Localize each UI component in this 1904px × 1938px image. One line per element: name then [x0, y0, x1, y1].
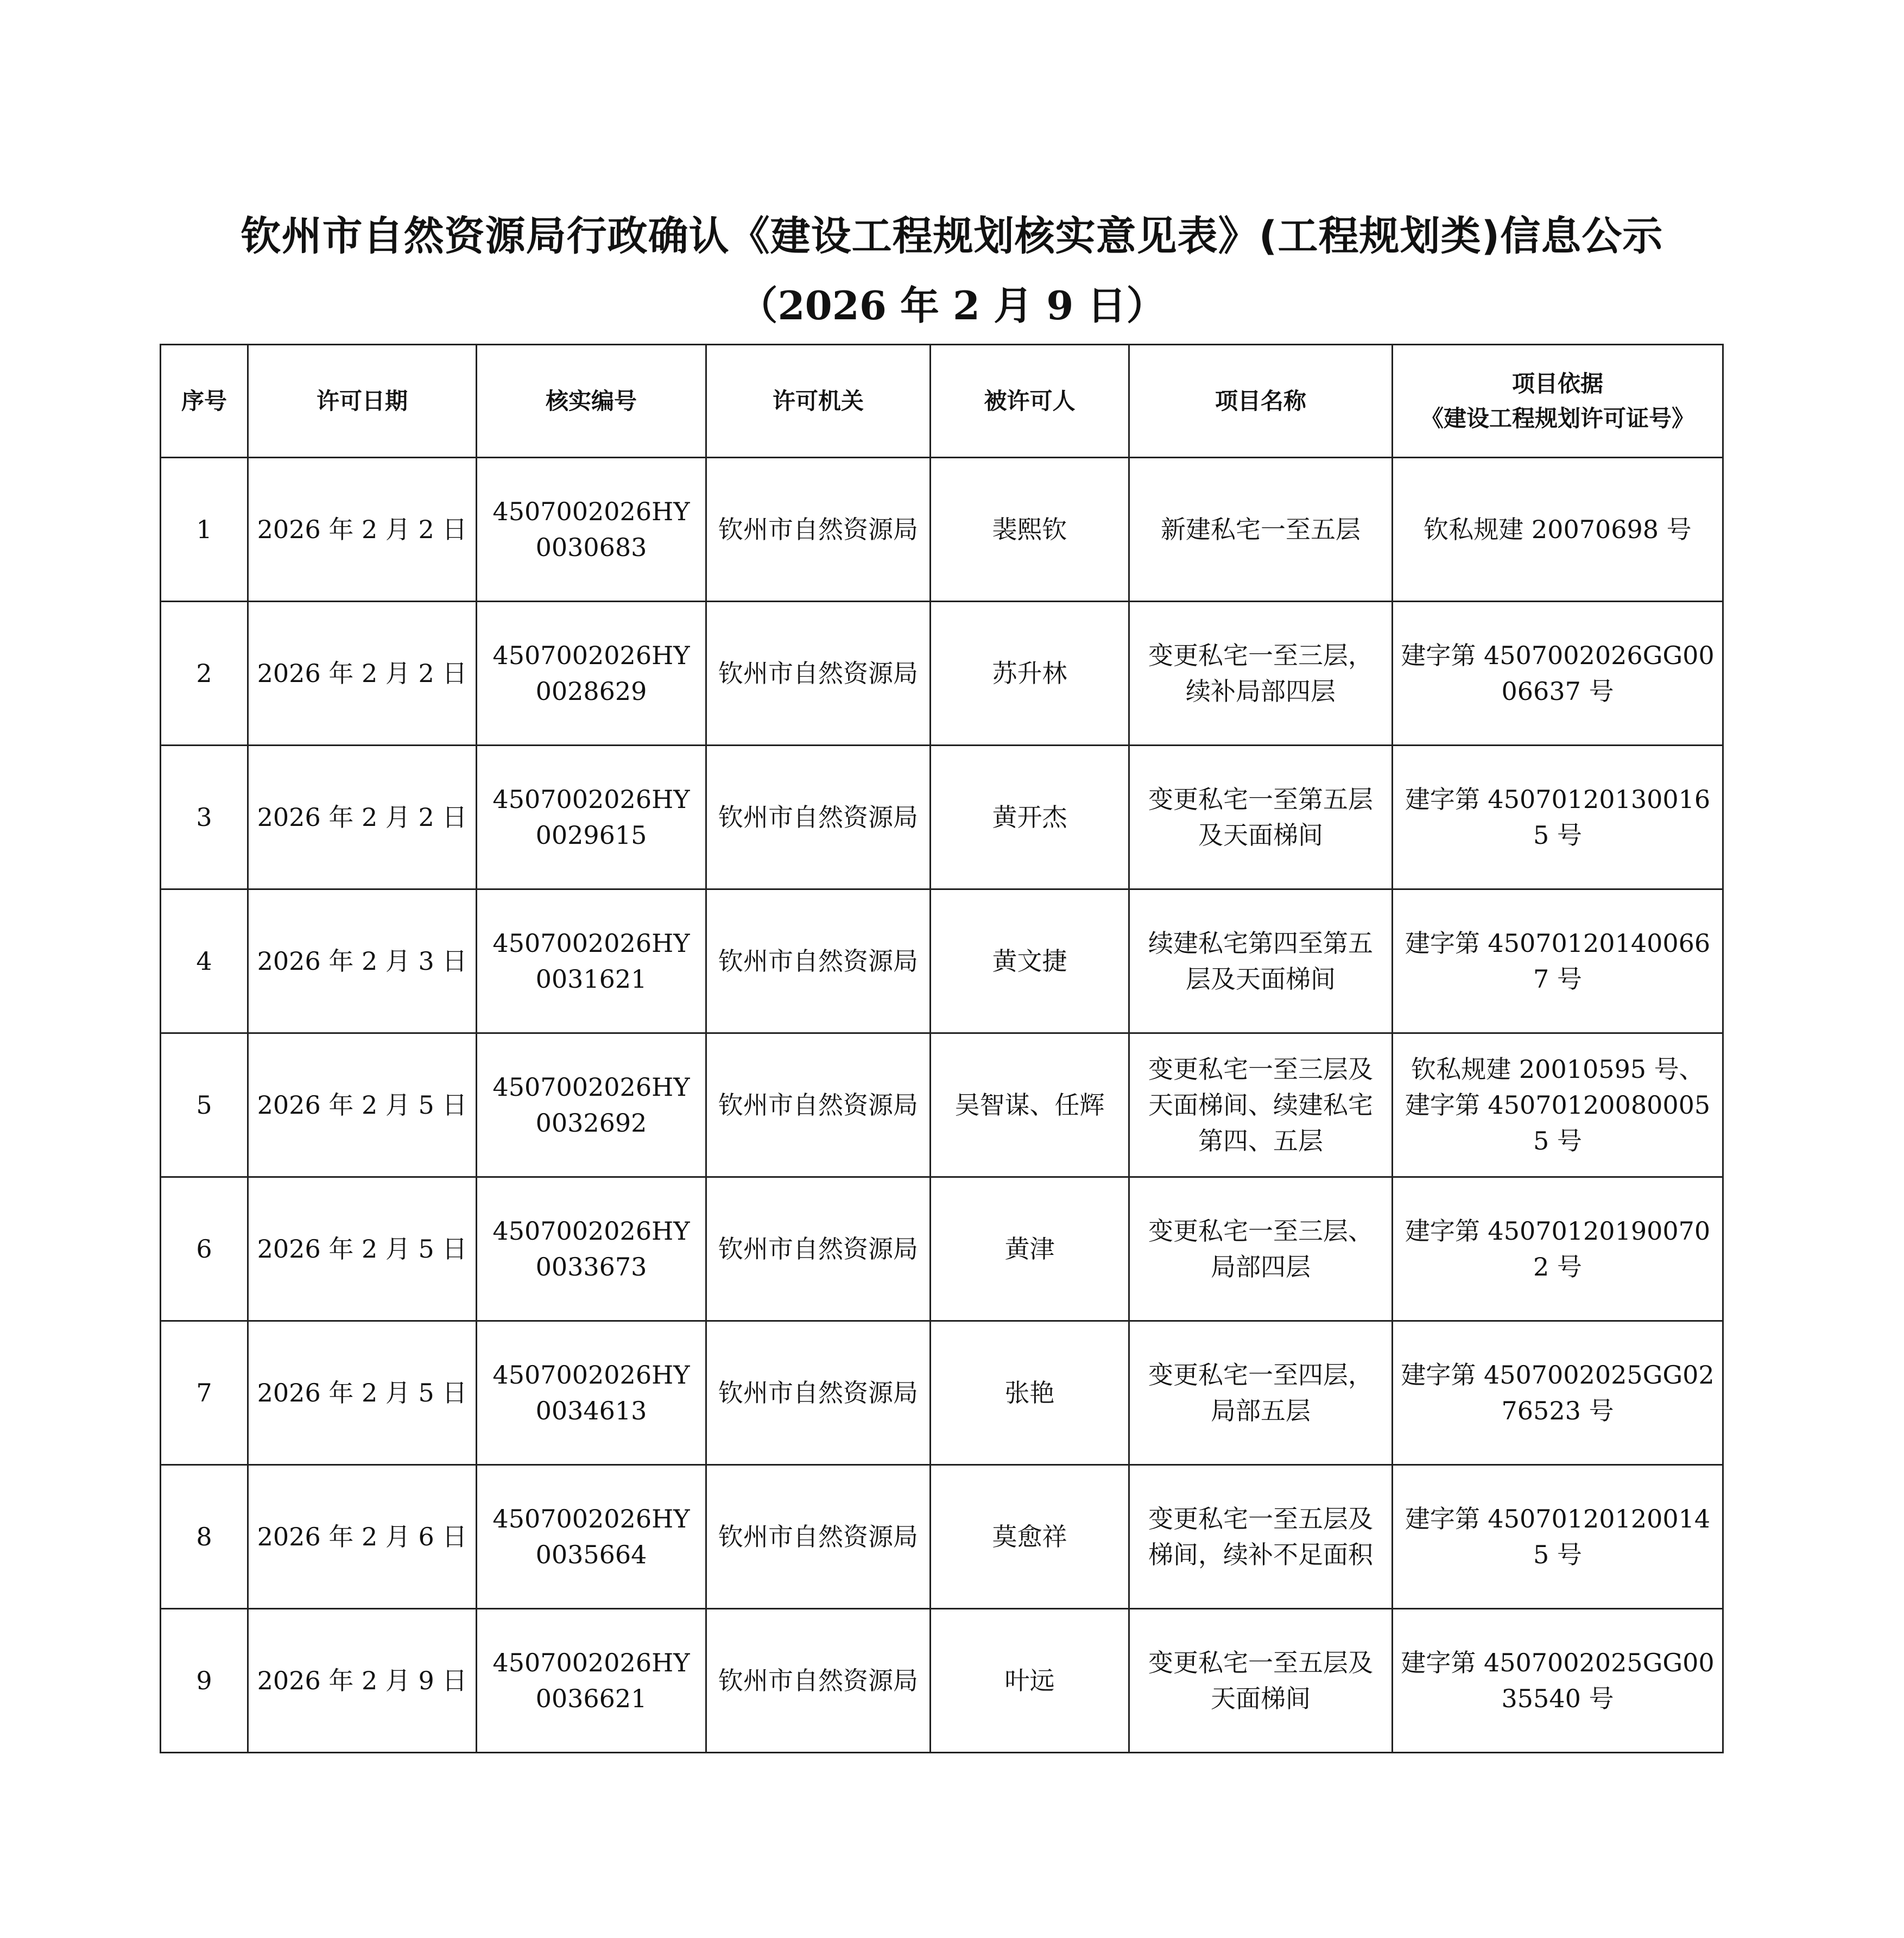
cell-basis: 钦私规建 20070698 号: [1393, 458, 1723, 602]
cell-basis: 钦私规建 20010595 号、建字第 450701200800055 号: [1393, 1033, 1723, 1177]
header-seq: 序号: [161, 345, 248, 458]
cell-authority: 钦州市自然资源局: [706, 1465, 931, 1609]
cell-basis: 建字第 4507002025GG0276523 号: [1393, 1321, 1723, 1465]
table-header-row: [161, 345, 1723, 458]
cell-authority: 钦州市自然资源局: [706, 602, 931, 746]
cell-seq: 3: [161, 746, 248, 889]
table-row: [161, 1177, 1723, 1321]
cell-date: 2026 年 2 月 2 日: [248, 746, 477, 889]
cell-project: 变更私宅一至四层，局部五层: [1129, 1321, 1393, 1465]
cell-date: 2026 年 2 月 2 日: [248, 458, 477, 602]
cell-date: 2026 年 2 月 5 日: [248, 1177, 477, 1321]
table-row: [161, 1609, 1723, 1753]
cell-seq: 7: [161, 1321, 248, 1465]
header-number: 核实编号: [477, 345, 706, 458]
cell-date: 2026 年 2 月 2 日: [248, 602, 477, 746]
header-basis-line1: 项目依据: [1511, 370, 1603, 397]
cell-project: 续建私宅第四至第五层及天面梯间: [1129, 889, 1393, 1033]
cell-licensee: 苏升林: [931, 602, 1129, 746]
cell-date: 2026 年 2 月 5 日: [248, 1321, 477, 1465]
cell-project: 变更私宅一至五层及天面梯间: [1129, 1609, 1393, 1753]
cell-project: 变更私宅一至五层及梯间，续补不足面积: [1129, 1465, 1393, 1609]
cell-basis: 建字第 450701201400667 号: [1393, 889, 1723, 1033]
cell-project: 新建私宅一至五层: [1129, 458, 1393, 602]
cell-date: 2026 年 2 月 9 日: [248, 1609, 477, 1753]
header-licensee: 被许可人: [931, 345, 1129, 458]
cell-authority: 钦州市自然资源局: [706, 458, 931, 602]
cell-seq: 4: [161, 889, 248, 1033]
cell-seq: 2: [161, 602, 248, 746]
cell-date: 2026 年 2 月 5 日: [248, 1033, 477, 1177]
cell-licensee: 莫愈祥: [931, 1465, 1129, 1609]
cell-project: 变更私宅一至第五层及天面梯间: [1129, 746, 1393, 889]
cell-project: 变更私宅一至三层及天面梯间、续建私宅第四、五层: [1129, 1033, 1393, 1177]
cell-basis: 建字第 4507002025GG0035540 号: [1393, 1609, 1723, 1753]
cell-basis: 建字第 450701201900702 号: [1393, 1177, 1723, 1321]
header-basis-line2: 《建设工程规划许可证号》: [1420, 405, 1694, 432]
cell-number: 4507002026HY0034613: [477, 1321, 706, 1465]
cell-seq: 5: [161, 1033, 248, 1177]
table-row: [161, 602, 1723, 746]
cell-authority: 钦州市自然资源局: [706, 1177, 931, 1321]
cell-licensee: 叶远: [931, 1609, 1129, 1753]
cell-seq: 6: [161, 1177, 248, 1321]
cell-seq: 1: [161, 458, 248, 602]
cell-basis: 建字第 450701201300165 号: [1393, 746, 1723, 889]
cell-licensee: 黄开杰: [931, 746, 1129, 889]
disclosure-table: [160, 344, 1724, 1753]
header-authority: 许可机关: [706, 345, 931, 458]
table-row: [161, 889, 1723, 1033]
header-basis: [1393, 345, 1723, 458]
table-row: [161, 1465, 1723, 1609]
cell-licensee: 黄文捷: [931, 889, 1129, 1033]
publication-date: （2026 年 2 月 9 日）: [738, 282, 1166, 329]
cell-licensee: 张艳: [931, 1321, 1129, 1465]
cell-number: 4507002026HY0029615: [477, 746, 706, 889]
cell-date: 2026 年 2 月 3 日: [248, 889, 477, 1033]
cell-basis: 建字第 450701201200145 号: [1393, 1465, 1723, 1609]
cell-authority: 钦州市自然资源局: [706, 889, 931, 1033]
cell-authority: 钦州市自然资源局: [706, 1033, 931, 1177]
cell-licensee: 吴智谋、任辉: [931, 1033, 1129, 1177]
table-row: [161, 746, 1723, 889]
cell-authority: 钦州市自然资源局: [706, 746, 931, 889]
cell-number: 4507002026HY0035664: [477, 1465, 706, 1609]
cell-number: 4507002026HY0033673: [477, 1177, 706, 1321]
table-row: [161, 458, 1723, 602]
table-row: [161, 1321, 1723, 1465]
cell-licensee: 裴熙钦: [931, 458, 1129, 602]
cell-number: 4507002026HY0031621: [477, 889, 706, 1033]
cell-number: 4507002026HY0028629: [477, 602, 706, 746]
cell-number: 4507002026HY0036621: [477, 1609, 706, 1753]
cell-authority: 钦州市自然资源局: [706, 1609, 931, 1753]
cell-authority: 钦州市自然资源局: [706, 1321, 931, 1465]
cell-number: 4507002026HY0030683: [477, 458, 706, 602]
table-row: [161, 1033, 1723, 1177]
cell-project: 变更私宅一至三层、局部四层: [1129, 1177, 1393, 1321]
cell-basis: 建字第 4507002026GG0006637 号: [1393, 602, 1723, 746]
cell-number: 4507002026HY0032692: [477, 1033, 706, 1177]
cell-seq: 8: [161, 1465, 248, 1609]
cell-project: 变更私宅一至三层，续补局部四层: [1129, 602, 1393, 746]
cell-date: 2026 年 2 月 6 日: [248, 1465, 477, 1609]
cell-seq: 9: [161, 1609, 248, 1753]
header-date: 许可日期: [248, 345, 477, 458]
page-title: 钦州市自然资源局行政确认《建设工程规划核实意见表》(工程规划类)信息公示: [241, 213, 1663, 260]
cell-licensee: 黄津: [931, 1177, 1129, 1321]
header-project: 项目名称: [1129, 345, 1393, 458]
